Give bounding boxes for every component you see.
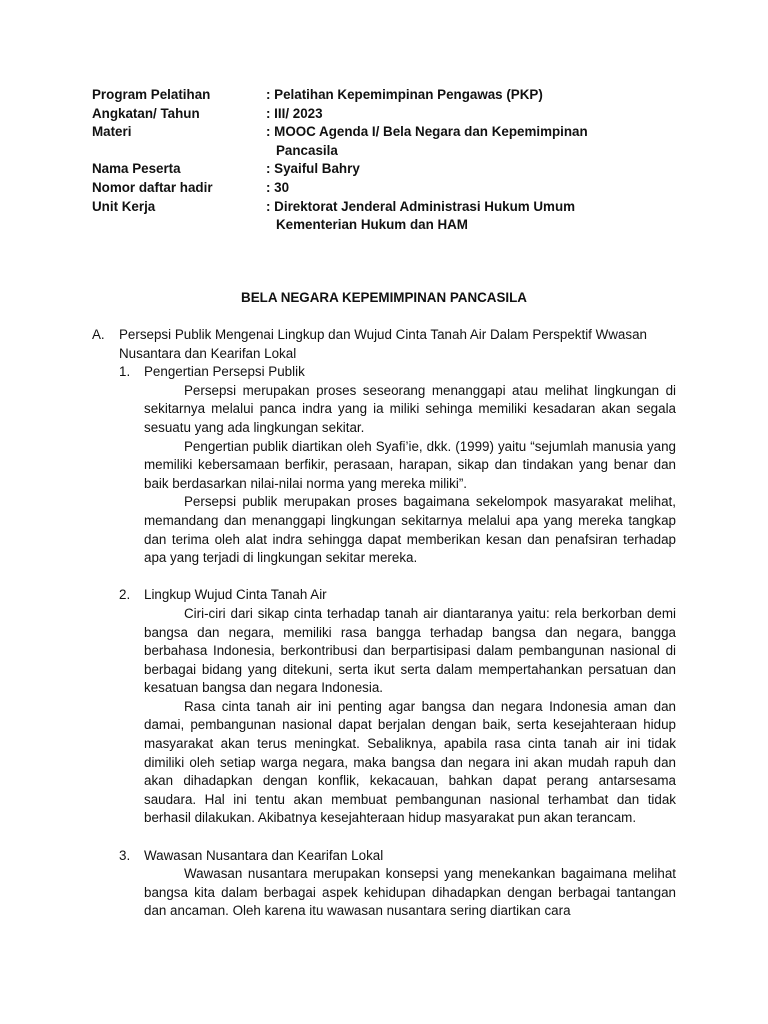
subsection-body [144, 605, 676, 828]
info-value: : Syaiful Bahry [266, 161, 360, 177]
info-value: : III/ 2023 [266, 105, 323, 121]
info-row-program [92, 86, 692, 105]
info-value-continued: Pancasila [276, 142, 338, 158]
paragraph: Wawasan nusantara merupakan konsepsi yang menekankan bagaimana melihat bangsa kita dalam berbagai aspek kehidupan dihadapkan dengan berbagai tantangan dan ancaman. Oleh karena itu wawasan nusantara sering diartikan cara [144, 866, 676, 919]
paragraph: Persepsi publik merupakan proses bagaimana sekelompok masyarakat melihat, memandang dan menanggapi lingkungan sekitarnya melalui apa yang mereka tangkap dan terima oleh alat indra sehingga dapat memberikan kesan dan penafsiran terhadap apa yang terjadi di lingkungan sekitar mereka. [144, 494, 676, 566]
subsection-number: 2. [119, 587, 131, 603]
info-label: Nama Peserta [92, 161, 181, 177]
info-label: Angkatan/ Tahun [92, 105, 200, 121]
info-value-continued: Kementerian Hukum dan HAM [276, 217, 468, 233]
paragraph: Pengertian publik diartikan oleh Syafi’ie, dkk. (1999) yaitu “sejumlah manusia yang memiliki kebersamaan berfikir, perasaan, harapan, sikap dan tindakan yang benar dan baik berdasarkan nilai-nilai norma yang mereka miliki”. [144, 438, 676, 491]
paragraph: Ciri-ciri dari sikap cinta terhadap tanah air diantaranya yaitu: rela berkorban demi bangsa dan negara, memiliki rasa bangga terhadap bangsa dan negara, bangga berbahasa Indonesia, berkontribusi dan berpartisipasi dalam pembangunan nasional di berbagai bidang yang ditekuni, serta ikut serta dalam mempertahankan persatuan dan kesatuan bangsa dan negara Indonesia. [144, 605, 676, 696]
info-label: Unit Kerja [92, 198, 156, 214]
participant-info [92, 86, 692, 235]
subsection-heading-text: Lingkup Wujud Cinta Tanah Air [144, 587, 327, 603]
section-heading-text: Persepsi Publik Mengenai Lingkup dan Wujud Cinta Tanah Air Dalam Perspektif Wwasan Nusantara dan Kearifan Lokal [119, 327, 647, 361]
subsection-body [144, 865, 676, 921]
info-row-materi [92, 123, 692, 160]
subsection-heading-text: Wawasan Nusantara dan Kearifan Lokal [144, 847, 384, 863]
info-value: : Pelatihan Kepemimpinan Pengawas (PKP) [266, 87, 543, 102]
section-heading [92, 326, 676, 363]
section-a [92, 326, 676, 921]
subsection-heading [119, 586, 676, 605]
info-label: Materi [92, 124, 132, 140]
subsection-1 [119, 363, 676, 568]
document-title: BELA NEGARA KEPEMIMPINAN PANCASILA [241, 290, 527, 305]
info-value-group [266, 198, 692, 235]
info-label: Program Pelatihan [92, 87, 211, 102]
paragraph: Rasa cinta tanah air ini penting agar bangsa dan negara Indonesia aman dan damai, pembangunan nasional dapat berjalan dengan baik, serta kesejahteraan hidup masyarakat akan terus meningkat. Sebaliknya, apabila rasa cinta tanah air ini tidak dimiliki oleh setiap warga negara, maka bangsa dan negara ini akan mudah rapuh dan akan dihadapkan dengan konflik, kekacauan, bahkan dapat perang antarsesama saudara. Hal ini tentu akan membuat pembangunan nasional terhambat dan tidak berhasil dilakukan. Akibatnya kesejahteraan hidup masyarakat pun akan terancam. [144, 698, 676, 826]
subsection-number: 3. [119, 847, 131, 863]
subsection-heading-text: Pengertian Persepsi Publik [144, 364, 305, 380]
info-row-angkatan [92, 105, 692, 124]
spacer [92, 828, 676, 847]
subsection-heading [119, 847, 676, 866]
subsection-2 [119, 586, 676, 828]
subsection-body [144, 382, 676, 568]
info-value: : MOOC Agenda I/ Bela Negara dan Kepemimpinan [266, 124, 588, 140]
subsection-3 [119, 847, 676, 921]
info-row-nomor [92, 179, 692, 198]
info-value: : 30 [266, 179, 290, 195]
info-label: Nomor daftar hadir [92, 179, 213, 195]
info-value-group [266, 123, 692, 160]
subsection-number: 1. [119, 364, 131, 380]
spacer [92, 568, 676, 587]
section-marker: A. [92, 327, 105, 342]
info-row-nama [92, 160, 692, 179]
info-value: : Direktorat Jenderal Administrasi Hukum Umum [266, 198, 576, 214]
paragraph: Persepsi merupakan proses seseorang menanggapi atau melihat lingkungan di sekitarnya melalui panca indra yang ia miliki sehinga memiliki kesadaran akan segala sesuatu yang ada lingkungan sekitar. [144, 382, 676, 435]
subsection-heading [119, 363, 676, 382]
info-row-unit [92, 198, 692, 235]
